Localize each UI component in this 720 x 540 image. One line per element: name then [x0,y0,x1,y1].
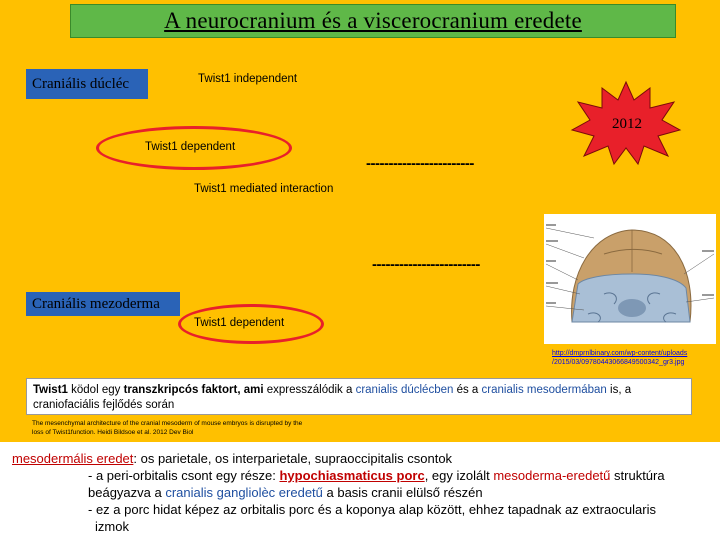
image-source-link[interactable] [552,349,712,367]
cranialis-mezoderma-label: Craniális mezoderma [26,292,180,316]
mesoderma-eredetu: mesoderma-eredetű [493,468,611,483]
bottom-line-2 [88,468,665,484]
cranialis-gangliolec: cranialis gangliolèc eredetű [165,485,323,500]
cranialis-duclec-label: Craniális dúcléc [26,69,148,99]
bottom-line-3c: a basis cranii elülső részén [322,485,483,500]
image-link-line-2[interactable]: /2015/03/09780443066849500342_gr3.jpg [552,359,685,366]
title-banner [70,4,676,38]
image-link-line-1[interactable]: http://dmprnlbinary.com/wp-content/uploads [552,350,688,357]
reference-citation [32,419,372,437]
dashed-line-2: ------------------------ [372,256,480,273]
info-text-2: ködol egy [67,384,124,396]
twist-dependent-label-1: Twist1 dependent [145,141,236,153]
page-title: A neurocranium és a viscerocranium eredete [164,8,582,33]
year-starburst-badge [570,80,682,166]
info-text-4: expresszálódik a [263,384,356,396]
twist1-info-box [26,378,692,415]
info-text-6: és a [453,384,482,396]
year-text: 2012 [612,116,642,132]
dashed-line-1: ------------------------ [366,155,474,172]
reference-line-1: The mesenchymal architecture of the cranial mesoderm of mouse embryos is disrupted by the [32,420,303,427]
skull-image [544,214,716,344]
skull-illustration [544,214,716,344]
info-transcription-factor: transzkripcós faktort, ami [123,384,264,396]
bottom-line-3 [88,485,483,501]
info-cranialis-duclec: cranialis dúclécben [355,384,454,396]
twist-mediated-label: Twist1 mediated interaction [194,183,334,195]
bottom-text-box [0,442,720,540]
hypochiasmaticus-porc: hypochiasmaticus porc [279,468,425,483]
info-text-8: is, a [606,384,632,396]
bottom-line-1 [12,451,452,467]
info-cranialis-mesoderm: cranialis mesodermában [481,384,607,396]
twist-independent-label: Twist1 independent [198,73,298,85]
info-line-1 [33,383,685,398]
bottom-line-3a: beágyazva a [88,485,166,500]
bottom-line-4: - ez a porc hidat képez az orbitalis porc és a koponya alap között, ehhez tapadnak az extraocularis [88,502,656,517]
bottom-line-2a: - a peri-orbitalis csont egy része: [88,468,280,483]
mesodermalis-eredet: mesodermális eredet [12,451,134,466]
info-twist1: Twist1 [33,384,68,396]
reference-line-2: loss of Twist1function. Heidi Bildsoe et al. 2012 Dev Biol [32,429,194,436]
twist-dependent-label-2: Twist1 dependent [194,317,285,329]
bottom-line-5: izmok [95,519,129,534]
info-line-2: craniofaciális fejlődés során [33,399,175,411]
bottom-line-2e: struktúra [610,468,665,483]
bottom-line-2c: , egy izolált [424,468,494,483]
bottom-line-1-text: : os parietale, os interparietale, supraoccipitalis csontok [133,451,453,466]
